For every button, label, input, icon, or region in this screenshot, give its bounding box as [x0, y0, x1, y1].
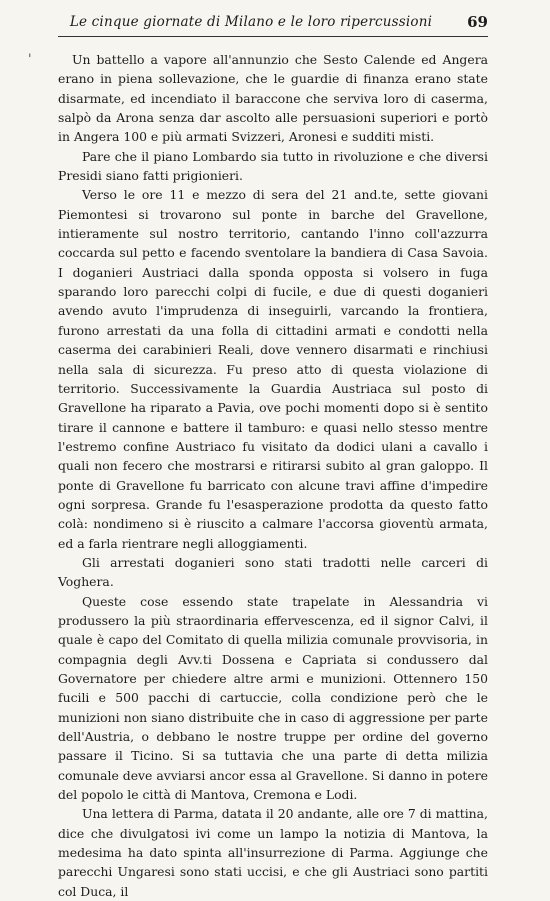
- paragraph-1: Un battello a vapore all'annunzio che Sesto Calende ed Angera erano in piena sollevazione, che le guardie di finanza erano state disarmate, ed incendiato il baraccone che serviva loro di caserma, salpò da Arona senza dar ascolto alle persuasioni superiori e portò in Angera 100 e più armati Svizzeri, Aronesi e sudditi misti.: [58, 52, 488, 145]
- page-number: 69: [467, 13, 488, 31]
- paragraph-6: Una lettera di Parma, datata il 20 andante, alle ore 7 di mattina, dice che divulgatosi ivi come un lampo la notizia di Mantova, la medesima ha dato spinta all'insurrezione di Parma. Aggiunge che parecchi Ungaresi sono stati uccisi, e che gli Austriaci sono partiti col Duca, il: [58, 806, 488, 899]
- running-title: Le cinque giornate di Milano e le loro ripercussioni: [69, 14, 433, 30]
- running-header: [58, 12, 488, 37]
- margin-mark: ': [28, 52, 32, 67]
- paragraph-2: Pare che il piano Lombardo sia tutto in rivoluzione e che diversi Presidi siano fatti prigionieri.: [58, 148, 488, 184]
- body-text: [58, 50, 488, 901]
- paragraph-4: Gli arrestati doganieri sono stati tradotti nelle carceri di Voghera.: [58, 554, 488, 590]
- paragraph-3: Verso le ore 11 e mezzo di sera del 21 and.te, sette giovani Piemontesi si trovarono sul ponte in barche del Gravellone, intieramente sul nostro territorio, cantando l'inno coll'azzurra coccarda sul petto e facendo sventolare la bandiera di Casa Savoia. I doganieri Austriaci dalla sponda opposta si volsero in fuga sparando loro parecchi colpi di fucile, e due di questi doganieri avendo avuto l'imprudenza di inseguirli, varcando la frontiera, furono arrestati da una folla di cittadini armati e condotti nella caserma dei carabinieri Reali, dove vennero disarmati e rinchiusi nella sala di sicurezza. Fu preso atto di questa violazione di territorio. Successivamente la Guardia Austriaca sul posto di Gravellone ha riparato a Pavia, ove pochi momenti dopo si è sentito tirare il cannone e battere il tamburo: e quasi nello stesso mentre l'estremo confine Austriaco fu visitato da dodici ulani a cavallo i quali non fecero che mostrarsi e ritirarsi subito al gran galoppo. Il ponte di Gravellone fu barricato con alcune travi affine d'impedire ogni sorpresa. Grande fu l'esasperazione prodotta da questo fatto colà: nondimeno si è riuscito a calmare l'accorsa gioventù armata, ed a farla rientrare negli alloggiamenti.: [58, 187, 488, 551]
- paragraph-5: Queste cose essendo state trapelate in Alessandria vi produssero la più straordinaria effervescenza, ed il signor Calvi, il quale è capo del Comitato di quella milizia comunale provvisoria, in compagnia degli Avv.ti Dossena e Capriata si condussero dal Governatore per chiedere altre armi e munizioni. Ottennero 150 fucili e 500 pacchi di cartuccie, colla condizione però che le munizioni non siano distribuite che in caso di aggressione per parte dell'Austria, o debbano le nostre truppe per ordine del governo passare il Ticino. Si sa tuttavia che una parte di detta milizia comunale deve avviarsi ancor essa al Gravellone. Si danno in potere del popolo le città di Mantova, Cremona e Lodi.: [58, 593, 488, 803]
